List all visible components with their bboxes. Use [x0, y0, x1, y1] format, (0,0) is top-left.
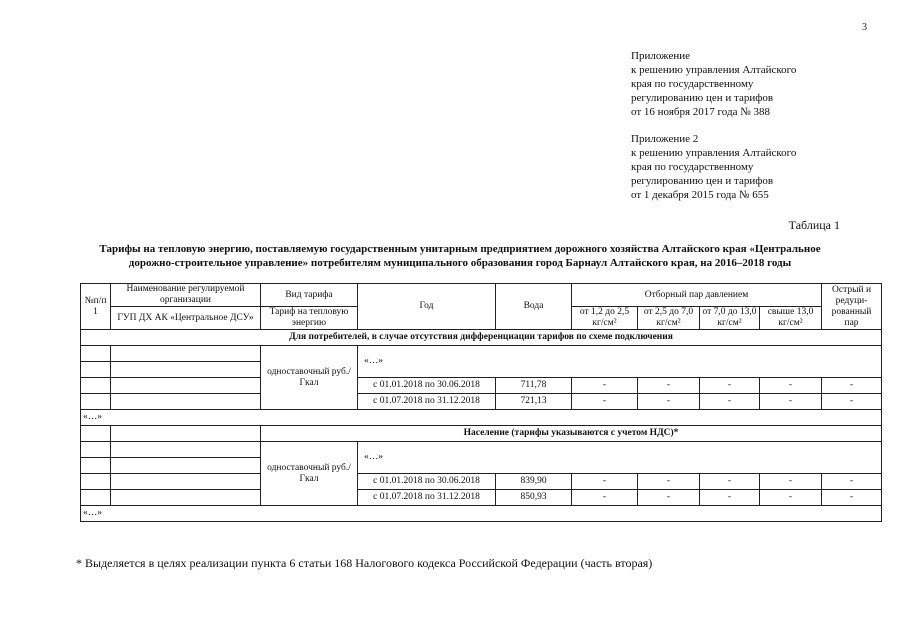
pressure-1-cell: -: [572, 394, 638, 410]
header-num: №п/п: [84, 296, 107, 306]
header-num-cell: [81, 284, 111, 330]
empty-cell: [81, 474, 111, 490]
period-cell: с 01.01.2018 по 30.06.2018: [358, 474, 496, 490]
empty-cell: [111, 426, 261, 442]
header-pressure-4: свыше 13,0 кг/см²: [760, 307, 822, 330]
appendix-2-line: регулированию цен и тарифов: [631, 175, 774, 187]
sharp-steam-cell: -: [822, 378, 882, 394]
table-row: [81, 394, 882, 410]
document-title-line: Тарифы на тепловую энергию, поставляемую государственным унитарным предприятием дорожного хозяйства Алтайского края «Центральное: [99, 243, 821, 255]
appendix-1-line: к решению управления Алтайского: [631, 64, 797, 76]
header-tariff-value: Тариф на тепловую энергию: [261, 307, 358, 330]
pressure-1-cell: -: [572, 474, 638, 490]
pressure-2-cell: -: [638, 394, 700, 410]
water-cell: 839,90: [496, 474, 572, 490]
header-org-value: ГУП ДХ АК «Центральное ДСУ»: [111, 307, 261, 330]
pressure-2-cell: -: [638, 490, 700, 506]
section-1-tariff-type: одноставочный руб./Гкал: [261, 346, 358, 410]
period-cell: с 01.07.2018 по 31.12.2018: [358, 490, 496, 506]
document-title: [60, 242, 860, 270]
header-year: Год: [358, 284, 496, 330]
pressure-2-cell: -: [638, 474, 700, 490]
empty-cell: [81, 362, 111, 378]
table-row: [81, 378, 882, 394]
appendix-2-line: края по государственному: [631, 161, 754, 173]
header-steam: Отборный пар давлением: [572, 284, 822, 307]
pressure-4-cell: -: [760, 378, 822, 394]
pressure-3-cell: -: [700, 490, 760, 506]
table-label: Таблица 1: [788, 218, 840, 232]
header-num-value: 1: [93, 307, 98, 317]
appendix-1-line: края по государственному: [631, 78, 754, 90]
empty-cell: [81, 346, 111, 362]
empty-cell: [111, 458, 261, 474]
section-1-after-ellipsis: «…»: [81, 410, 882, 426]
water-cell: 711,78: [496, 378, 572, 394]
water-cell: 850,93: [496, 490, 572, 506]
document-title-line: дорожно-строительное управление» потребителям муниципального образования город Барнаул Алтайского края, на 2016–2018 годы: [128, 257, 792, 269]
period-cell: с 01.01.2018 по 30.06.2018: [358, 378, 496, 394]
empty-cell: [81, 490, 111, 506]
section-2-ellipsis: «…»: [358, 442, 882, 474]
appendix-2-title: Приложение 2: [631, 133, 699, 145]
section-2-after-ellipsis: «…»: [81, 506, 882, 522]
header-org: Наименование регулируемой организации: [111, 284, 261, 307]
empty-cell: [81, 458, 111, 474]
empty-cell: [111, 378, 261, 394]
sharp-steam-cell: -: [822, 490, 882, 506]
empty-cell: [111, 474, 261, 490]
appendix-2-block: [631, 132, 796, 202]
pressure-2-cell: -: [638, 378, 700, 394]
appendix-2-line: от 1 декабря 2015 года № 655: [631, 189, 769, 201]
pressure-3-cell: -: [700, 394, 760, 410]
sharp-steam-cell: -: [822, 394, 882, 410]
pressure-4-cell: -: [760, 490, 822, 506]
appendix-1-title: Приложение: [631, 50, 691, 62]
header-pressure-1: от 1,2 до 2,5 кг/см²: [572, 307, 638, 330]
sharp-steam-cell: -: [822, 474, 882, 490]
pressure-4-cell: -: [760, 394, 822, 410]
empty-cell: [111, 394, 261, 410]
pressure-3-cell: -: [700, 474, 760, 490]
empty-cell: [111, 490, 261, 506]
section-1-title: Для потребителей, в случае отсутствия дифференциации тарифов по схеме подключения: [81, 330, 882, 346]
appendix-1-line: от 16 ноября 2017 года № 388: [631, 106, 770, 118]
header-tariff-type: Вид тарифа: [261, 284, 358, 307]
table-row: [81, 490, 882, 506]
table-row: [81, 474, 882, 490]
appendix-2-line: к решению управления Алтайского: [631, 147, 797, 159]
footnote: * Выделяется в целях реализации пункта 6 статьи 168 Налогового кодекса Российской Федерации (часть вторая): [76, 556, 653, 570]
appendix-1-line: регулированию цен и тарифов: [631, 92, 774, 104]
header-water: Вода: [496, 284, 572, 330]
period-cell: с 01.07.2018 по 31.12.2018: [358, 394, 496, 410]
empty-cell: [111, 346, 261, 362]
header-pressure-3: от 7,0 до 13,0 кг/см²: [700, 307, 760, 330]
header-sharp-steam: Острый и редуци-рованный пар: [822, 284, 882, 330]
section-2-title: Население (тарифы указываются с учетом НДС)*: [261, 426, 882, 442]
tariff-table: [80, 283, 882, 522]
empty-cell: [81, 394, 111, 410]
page-number: 3: [862, 22, 867, 33]
empty-cell: [111, 442, 261, 458]
section-1-ellipsis: «…»: [358, 346, 882, 378]
pressure-1-cell: -: [572, 490, 638, 506]
empty-cell: [111, 362, 261, 378]
pressure-4-cell: -: [760, 474, 822, 490]
header-pressure-2: от 2,5 до 7,0 кг/см²: [638, 307, 700, 330]
appendix-1-block: [631, 49, 796, 119]
empty-cell: [81, 378, 111, 394]
empty-cell: [81, 426, 111, 442]
section-2-tariff-type: одноставочный руб./Гкал: [261, 442, 358, 506]
empty-cell: [81, 442, 111, 458]
pressure-3-cell: -: [700, 378, 760, 394]
pressure-1-cell: -: [572, 378, 638, 394]
water-cell: 721,13: [496, 394, 572, 410]
